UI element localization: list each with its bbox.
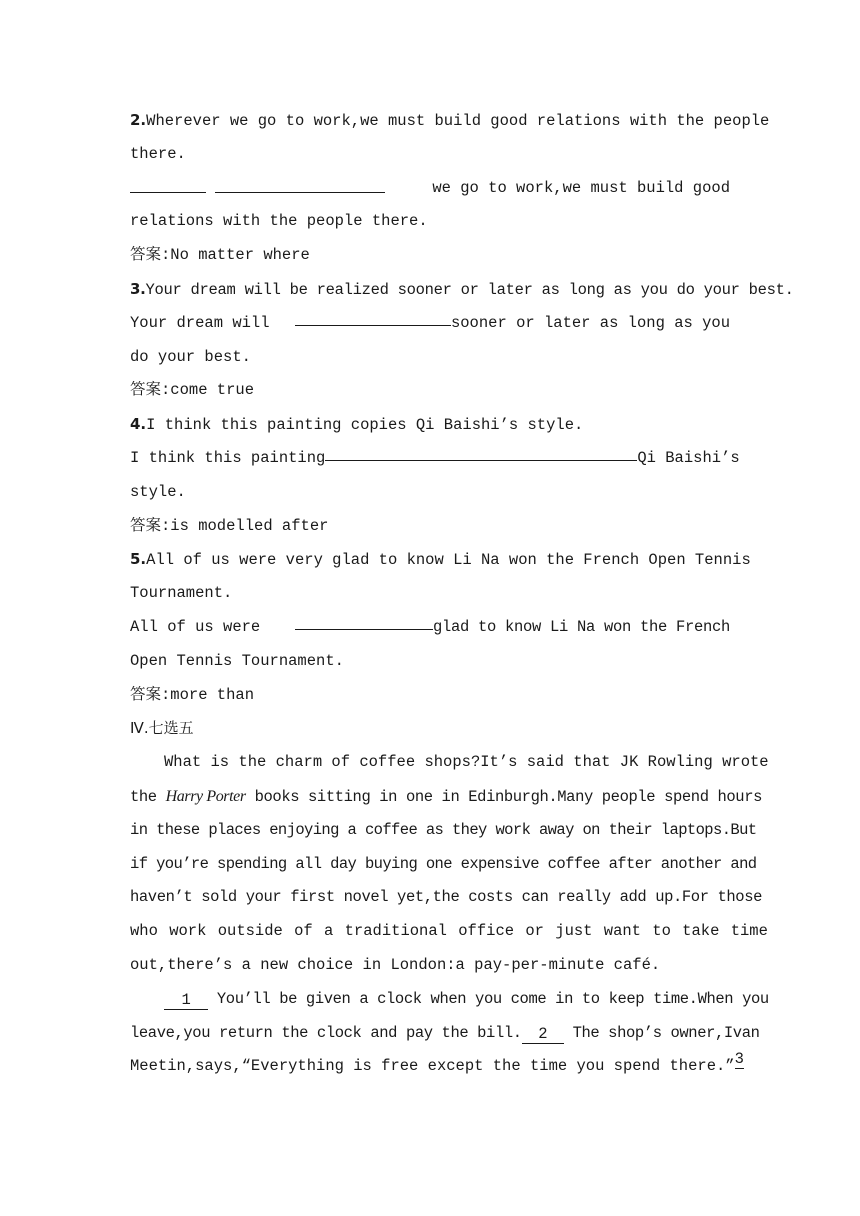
q3-sentence-text: Your dream will be realized sooner or later as long as you do your best. bbox=[145, 280, 794, 299]
passage-p1-line-5: haven’t sold your first novel yet,the costs can really add up.For those bbox=[130, 888, 763, 907]
q5-number: 5. bbox=[130, 550, 147, 569]
q2-rewrite-line-2: relations with the people there. bbox=[130, 212, 428, 231]
q2-blank-2[interactable] bbox=[215, 174, 385, 193]
q5-rewrite-tail: glad to know Li Na won the French bbox=[432, 617, 730, 636]
passage-p1-line-3: in these places enjoying a coffee as they work away on their laptops.But bbox=[130, 820, 757, 839]
section-title: Ⅳ.七选五 bbox=[130, 719, 194, 738]
passage-p1-line-6: who work outside of a traditional office or just want to take time bbox=[130, 922, 768, 941]
q4-blank[interactable] bbox=[325, 442, 637, 461]
q4-rewrite-head: I think this painting bbox=[130, 448, 326, 467]
q4-sentence-text: I think this painting copies Qi Baishi’s style. bbox=[146, 416, 584, 435]
q4-answer: 答案:is modelled after bbox=[130, 516, 329, 535]
worksheet-page bbox=[130, 104, 794, 1084]
q4-number: 4. bbox=[130, 415, 147, 434]
q3-sentence bbox=[130, 273, 794, 307]
passage-p1-line-7: out,there’s a new choice in London:a pay-per-minute café. bbox=[130, 955, 661, 974]
q3-rewrite-head: Your dream will bbox=[130, 313, 270, 332]
q3-blank[interactable] bbox=[295, 307, 451, 326]
passage-text: leave,you return the clock and pay the bill. bbox=[130, 1023, 522, 1042]
passage-text: books sitting in one in Edinburgh.Many people spend hours bbox=[254, 787, 763, 806]
q2-number: 2. bbox=[130, 111, 147, 129]
q5-sentence-line-2: Tournament. bbox=[130, 584, 233, 603]
passage-p1-line-2 bbox=[130, 780, 763, 814]
passage-p2-line-2 bbox=[130, 1017, 760, 1051]
q5-blank[interactable] bbox=[295, 611, 433, 630]
gap-blank-2[interactable]: 2 bbox=[522, 1025, 564, 1044]
book-title: Harry Porter bbox=[165, 787, 246, 805]
q5-rewrite-line-1 bbox=[130, 611, 730, 645]
q2-rewrite-tail: we go to work,we must build good bbox=[432, 178, 730, 197]
q3-answer: 答案:come true bbox=[130, 381, 255, 400]
q2-sentence-line-1 bbox=[130, 104, 770, 138]
q5-rewrite-line-2: Open Tennis Tournament. bbox=[130, 651, 344, 670]
passage-text: the bbox=[130, 787, 157, 806]
q5-sentence-text: All of us were very glad to know Li Na won the French Open Tennis bbox=[146, 551, 751, 570]
gap-blank-1[interactable]: 1 bbox=[164, 991, 208, 1010]
q3-rewrite-line-2: do your best. bbox=[130, 347, 251, 366]
q3-number: 3. bbox=[130, 279, 146, 298]
q2-blank-1[interactable] bbox=[130, 174, 206, 193]
passage-p2-line-3 bbox=[130, 1050, 744, 1084]
passage-p2-line-1 bbox=[130, 983, 769, 1017]
q4-rewrite-tail: Qi Baishi’s bbox=[637, 448, 740, 467]
q2-answer: 答案:No matter where bbox=[130, 246, 310, 265]
gap-blank-3[interactable]: 3 bbox=[734, 1050, 744, 1069]
passage-text: You’ll be given a clock when you come in to keep time.When you bbox=[216, 989, 769, 1008]
q5-answer: 答案:more than bbox=[130, 685, 255, 704]
q3-rewrite-tail: sooner or later as long as you bbox=[450, 313, 730, 332]
q4-rewrite-line-2: style. bbox=[130, 482, 186, 501]
passage-text: The shop’s owner,Ivan bbox=[572, 1023, 760, 1042]
passage-text: Meetin,says,“Everything is free except the time you spend there.” bbox=[130, 1057, 735, 1076]
q2-rewrite-line-1 bbox=[130, 172, 730, 206]
q5-sentence-line-1 bbox=[130, 543, 751, 577]
q3-rewrite-line-1 bbox=[130, 307, 730, 341]
q4-rewrite-line-1 bbox=[130, 442, 740, 476]
q5-rewrite-head: All of us were bbox=[130, 617, 261, 636]
q2-sentence-line-2: there. bbox=[130, 144, 186, 163]
q2-sentence-part: Wherever we go to work,we must build good relations with the people bbox=[146, 112, 770, 130]
q4-sentence bbox=[130, 408, 730, 442]
passage-p1-line-1: What is the charm of coffee shops?It’s said that JK Rowling wrote bbox=[164, 753, 769, 772]
passage-p1-line-4: if you’re spending all day buying one expensive coffee after another and bbox=[130, 854, 757, 873]
